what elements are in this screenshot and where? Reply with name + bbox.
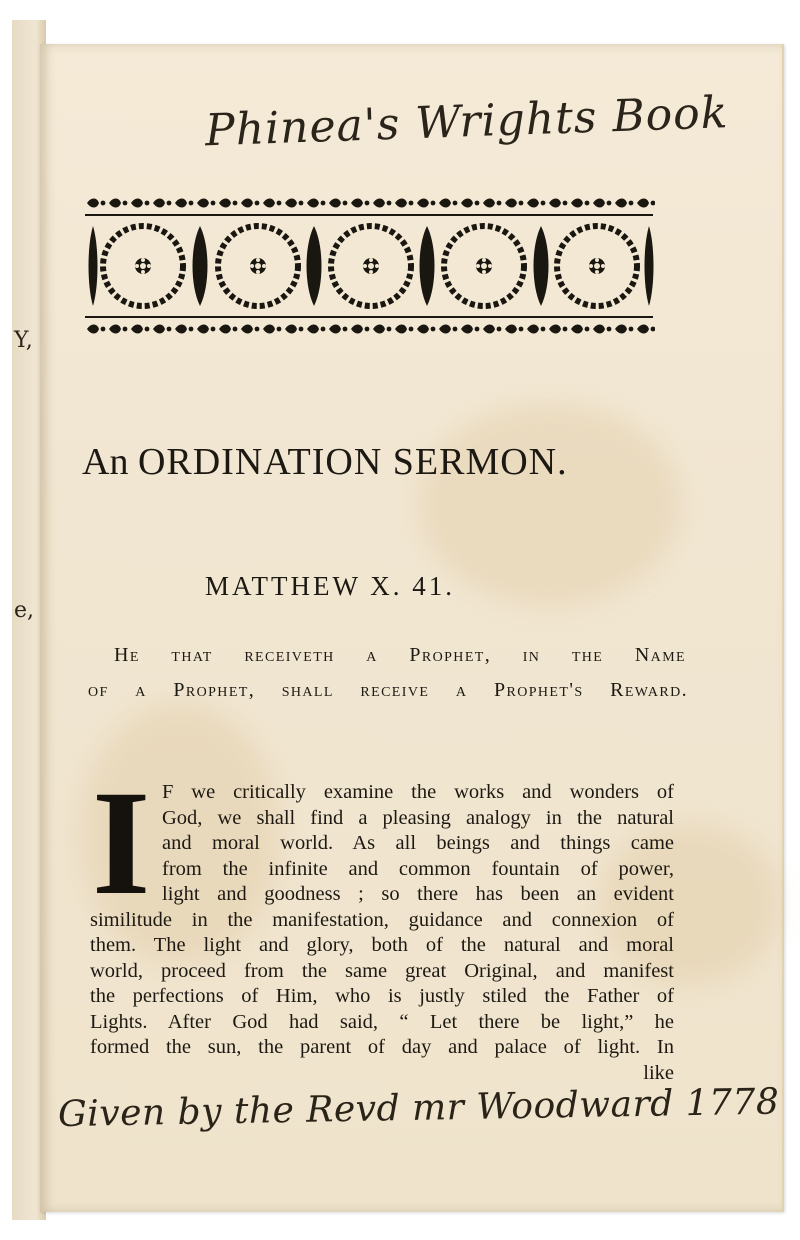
decorative-headpiece-ornament <box>85 196 657 336</box>
scripture-quotation <box>88 638 688 708</box>
owner-handwritten-inscription: Phinea's Wrights Book <box>204 87 730 157</box>
body-line: similitude in the manifestation, guidance and connexion of <box>90 908 674 931</box>
body-line: and moral world. As all beings and things came <box>162 832 674 854</box>
title-main: ORDINATION SERMON. <box>137 441 568 483</box>
body-line: from the infinite and common fountain of power, <box>162 857 674 880</box>
previous-page-fragment: e, <box>14 598 35 623</box>
catchword: like <box>643 1061 674 1084</box>
scripture-line: of a Prophet, shall receive a Prophet's Reward. <box>88 679 688 701</box>
body-line: God, we shall find a pleasing analogy in the natural <box>162 806 674 829</box>
drop-cap-initial: I <box>92 760 151 926</box>
body-line: the perfections of Him, who is justly stiled the Father of <box>90 985 674 1007</box>
body-line: formed the sun, the parent of day and palace of light. In <box>90 1036 674 1058</box>
sermon-body-text <box>90 760 674 1086</box>
title-prefix: An <box>82 441 129 483</box>
body-line: Lights. After God had said, “ Let there be light,” he <box>90 1010 674 1033</box>
body-line: them. The light and glory, both of the natural and moral <box>90 934 674 956</box>
sermon-title <box>82 440 682 484</box>
scripture-line: He that receiveth a Prophet, in the Name <box>114 644 686 666</box>
gift-handwritten-inscription: Given by the Revd mr Woodward 1778 <box>57 1081 780 1136</box>
body-line: world, proceed from the same great Original, and manifest <box>90 959 674 982</box>
body-line: F we critically examine the works and wonders of <box>162 781 674 803</box>
scripture-reference: MATTHEW X. 41. <box>205 571 455 601</box>
body-line: light and goodness ; so there has been an evident <box>162 883 674 905</box>
previous-page-fragment: Y, <box>14 328 33 353</box>
